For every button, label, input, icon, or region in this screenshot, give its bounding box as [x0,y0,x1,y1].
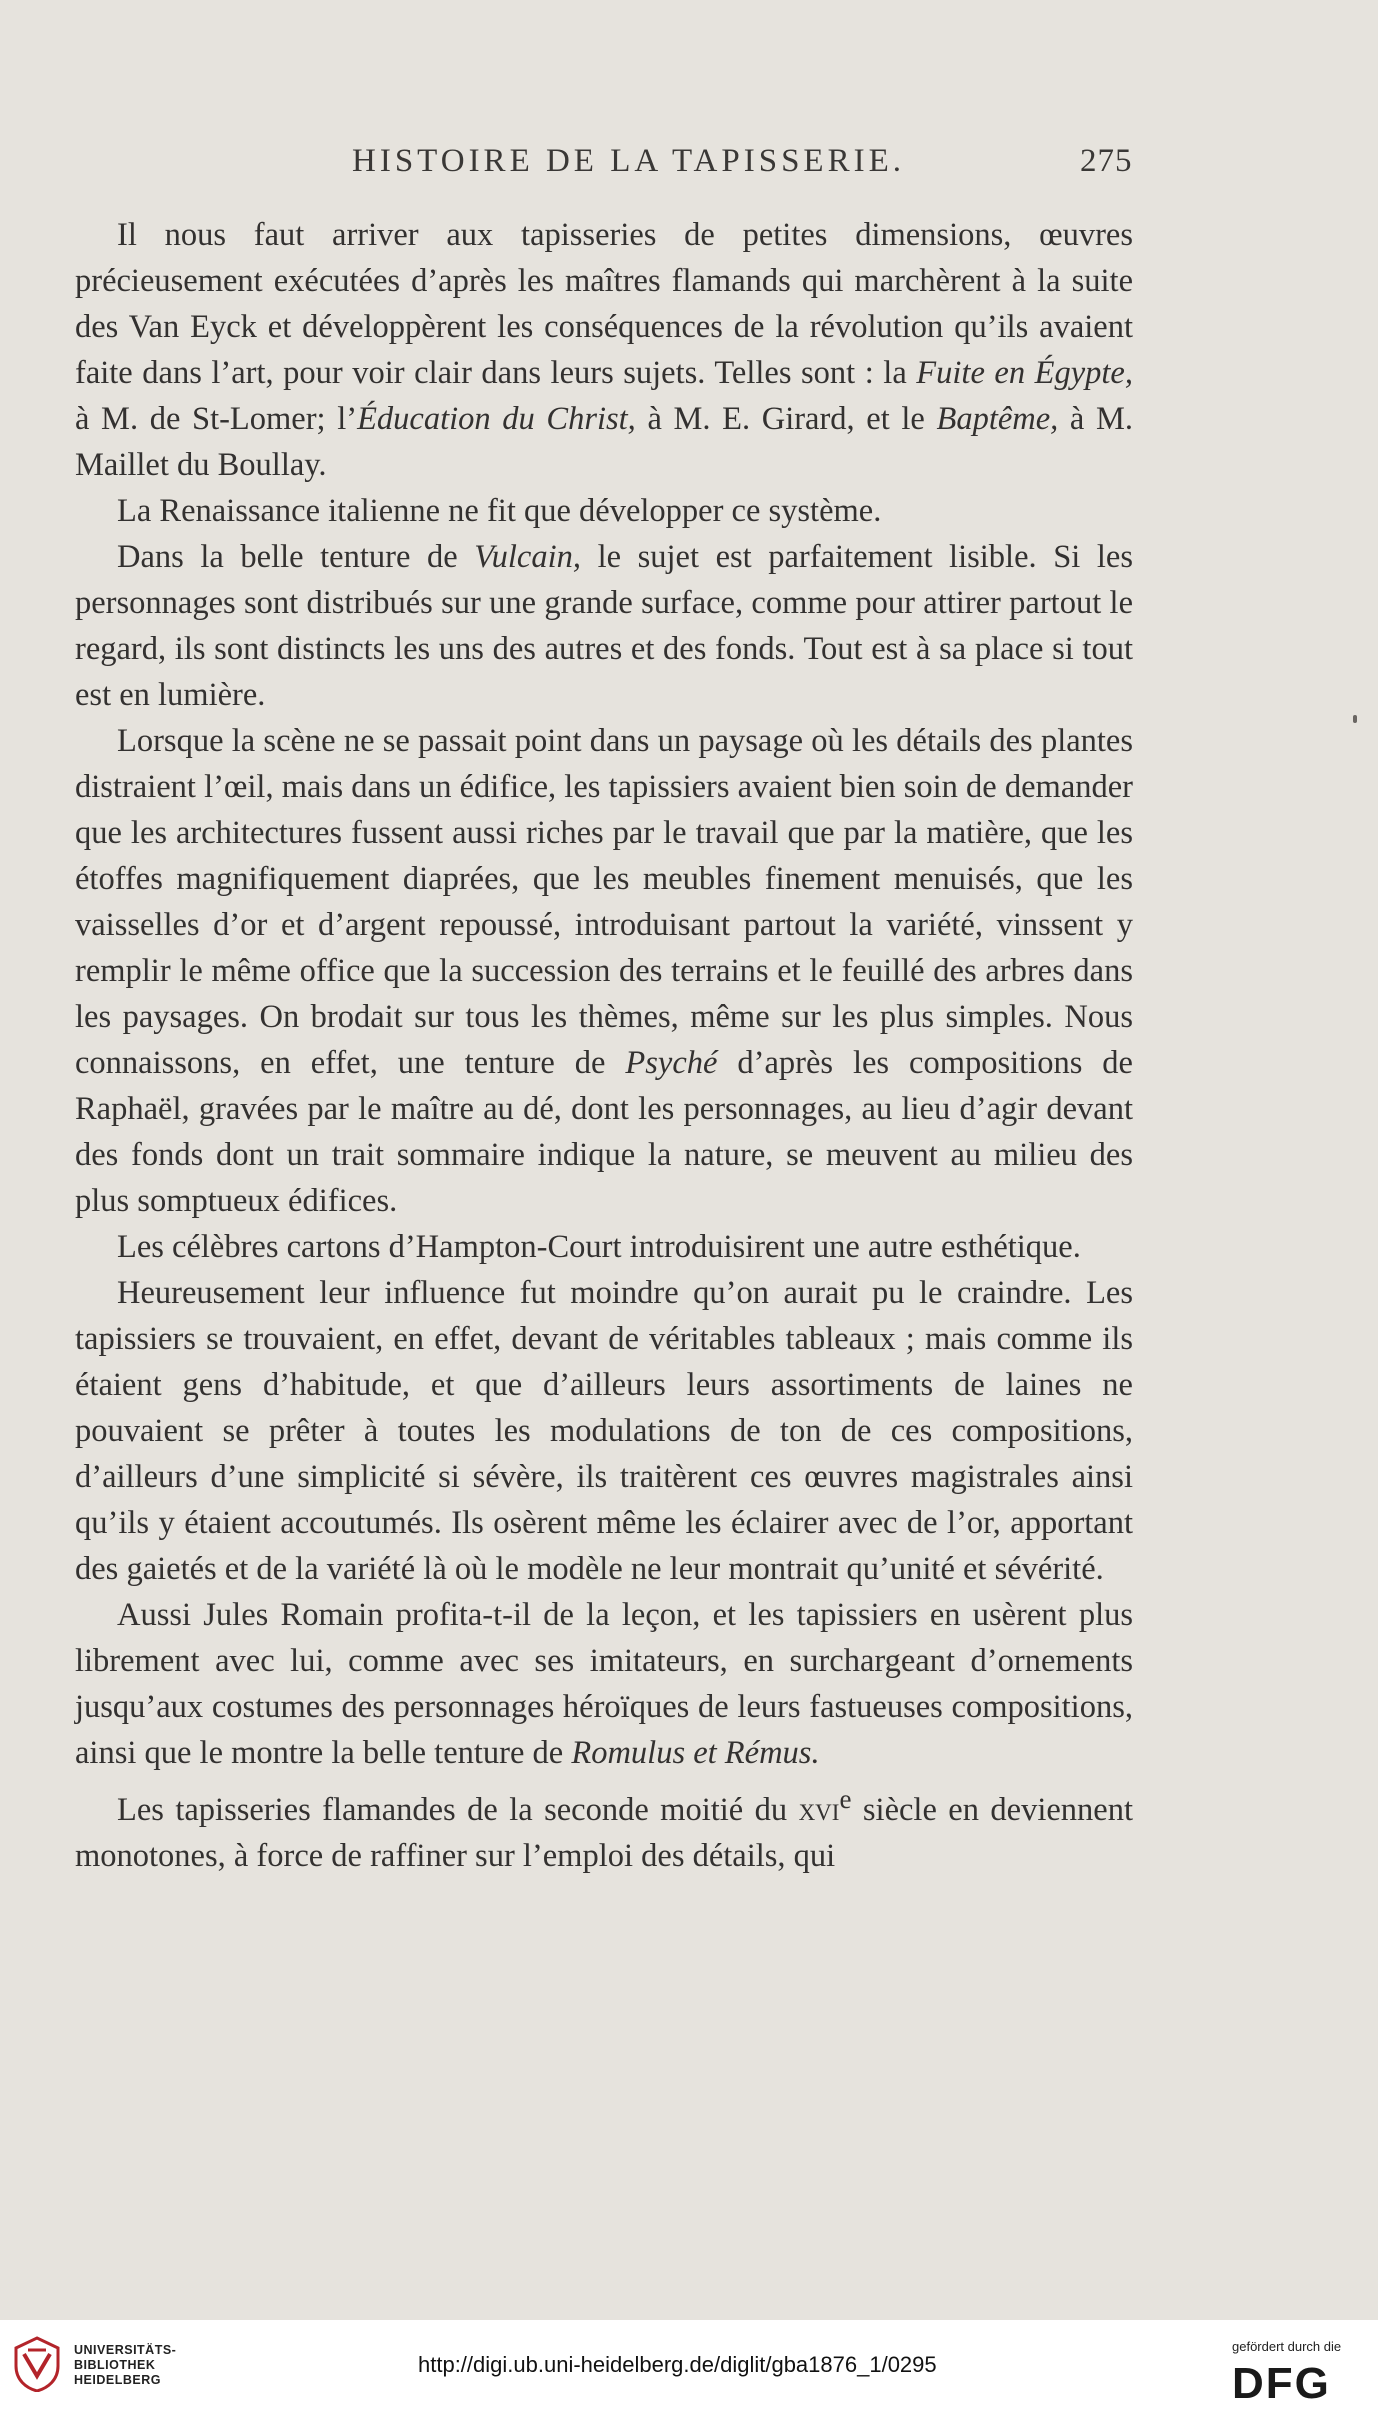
funding-note: gefördert durch die [1232,2339,1342,2354]
paragraph: Les tapisseries flamandes de la seconde moitié du xvi$^e$ siècle en deviennent monotones, à force de raffiner sur l’emploi des détails, qui [75,1784,1133,1874]
page-number: 275 [1080,143,1133,179]
scan-mark [1353,715,1357,723]
paragraph: Lorsque la scène ne se passait point dans un paysage où les détails des plantes distraient l’œil, mais dans un édifice, les tapissiers avaient bien soin de demander que les architectures fussent aussi riches par le travail que par la matière, que les étoffes magnifiquement diaprées, que les meubles finement menuisés, que les vaisselles d’or et d’argent repoussé, introduisant partout la variété, vinssent y remplir le même office que la succession des terrains et le feuillé des arbres dans les paysages. On brodait sur tous les thèmes, même sur les plus simples. Nous connaissons, en effet, une tenture de Psyché d’après les compositions de Raphaël, gravées par le maître au dé, dont les personnages, au lieu d’agir devant des fonds dont un trait sommaire indique la nature, se meuvent au milieu des plus somptueux édifices. [75,723,1133,1219]
body-text [75,212,1133,1879]
svg-text:DFG: DFG [1232,2360,1331,2402]
paragraph: Heureusement leur influence fut moindre qu’on aurait pu le craindre. Les tapissiers se trouvaient, en effet, devant de véritables tableaux ; mais comme ils étaient gens d’habitude, et que d’ailleurs leurs assortiments de laines ne pouvaient se prêter à toutes les modulations de ton de ces compositions, d’ailleurs d’une simplicité si sévère, ils traitèrent ces œuvres magistrales ainsi qu’ils y étaient accoutumés. Ils osèrent même les éclairer avec de l’or, apportant des gaietés et de la variété là où le modèle ne leur montrait qu’unité et sévérité. [75,1275,1133,1587]
page-header [0,143,1378,187]
permalink[interactable]: http://digi.ub.uni-heidelberg.de/diglit/gba1876_1/0295 [418,2352,937,2377]
paragraph: La Renaissance italienne ne fit que développer ce système. [117,493,882,529]
dfg-logo-icon[interactable] [1230,2360,1360,2402]
library-name[interactable]: UNIVERSITÄTS- BIBLIOTHEK HEIDELBERG [74,2343,177,2387]
paragraph: Dans la belle tenture de Vulcain, le sujet est parfaitement lisible. Si les personnages sont distribués sur une grande surface, comme pour attirer partout le regard, ils sont distincts les uns des autres et des fonds. Tout est à sa place si tout est en lumière. [75,539,1133,713]
paragraph: Les célèbres cartons d’Hampton-Court introduisirent une autre esthétique. [117,1229,1081,1265]
paragraph: Il nous faut arriver aux tapisseries de petites dimensions, œuvres précieusement exécutées d’après les maîtres flamands qui marchèrent à la suite des Van Eyck et développèrent les conséquences de la révolution qu’ils avaient faite dans l’art, pour voir clair dans leurs sujets. Telles sont : la Fuite en Égypte, à M. de St-Lomer; l’Éducation du Christ, à M. E. Girard, et le Baptême, à M. Maillet du Boullay. [75,217,1133,483]
running-title: HISTOIRE DE LA TAPISSERIE. [352,143,905,179]
library-logo-icon[interactable] [14,2336,60,2392]
paragraph: Aussi Jules Romain profita-t-il de la leçon, et les tapissiers en usèrent plus librement avec lui, comme avec ses imitateurs, en surchargeant d’ornements jusqu’aux costumes des personnages héroïques de leurs fastueuses compositions, ainsi que le montre la belle tenture de Romulus et Rémus. [75,1597,1133,1771]
